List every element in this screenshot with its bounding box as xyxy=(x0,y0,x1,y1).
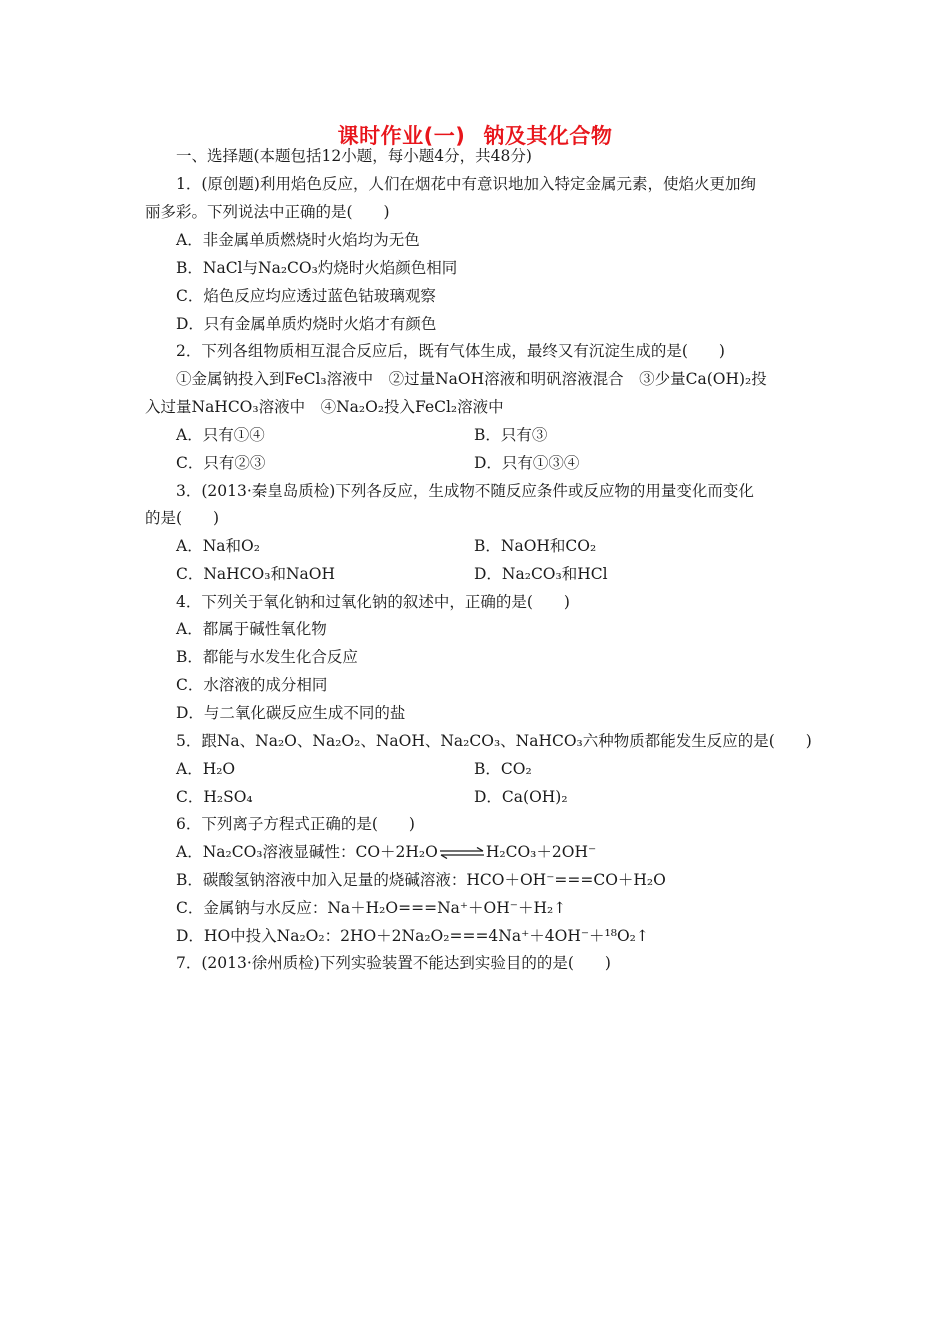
q6-option-a xyxy=(176,842,596,862)
q4-option-b: B．都能与水发生化合反应 xyxy=(176,648,358,666)
q6-option-c: C．金属钠与水反应：Na＋H₂O===Na⁺＋OH⁻＋H₂↑ xyxy=(176,899,567,917)
q2-stem: 2．下列各组物质相互混合反应后，既有气体生成，最终又有沉淀生成的是( ) xyxy=(176,342,725,360)
q1-option-b: B．NaCl与Na₂CO₃灼烧时火焰颜色相同 xyxy=(176,259,458,277)
equilibrium-arrow-icon xyxy=(439,847,485,859)
q6-option-a-right: H₂CO₃＋2OH⁻ xyxy=(485,843,597,861)
title-part1: 课时作业(一) xyxy=(337,124,466,148)
q6-option-a-left: A．Na₂CO₃溶液显碱性：CO＋2H₂O xyxy=(176,843,438,861)
q3-stem-line1: 3．(2013·秦皇岛质检)下列各反应，生成物不随反应条件或反应物的用量变化而变化 xyxy=(176,482,754,500)
q6-option-d: D．HO中投入Na₂O₂：2HO＋2Na₂O₂===4Na⁺＋4OH⁻＋¹⁸O₂↑ xyxy=(176,927,649,945)
q2-option-c: C．只有②③ xyxy=(176,454,266,472)
section-heading: 一、选择题(本题包括12小题，每小题4分，共48分) xyxy=(176,147,532,165)
q1-stem-line2: 丽多彩。下列说法中正确的是( ) xyxy=(145,203,390,221)
q3-option-a: A．Na和O₂ xyxy=(176,537,260,555)
q4-stem: 4．下列关于氧化钠和过氧化钠的叙述中，正确的是( ) xyxy=(176,593,570,611)
q4-option-d: D．与二氧化碳反应生成不同的盐 xyxy=(176,704,406,722)
q7-stem: 7．(2013·徐州质检)下列实验装置不能达到实验目的的是( ) xyxy=(176,954,611,972)
q6-stem: 6．下列离子方程式正确的是( ) xyxy=(176,815,415,833)
q5-option-b: B．CO₂ xyxy=(474,760,532,778)
q5-option-a: A．H₂O xyxy=(176,760,236,778)
q3-option-b: B．NaOH和CO₂ xyxy=(474,537,597,555)
q2-option-a: A．只有①④ xyxy=(176,426,265,444)
q6-option-b: B．碳酸氢钠溶液中加入足量的烧碱溶液：HCO＋OH⁻===CO＋H₂O xyxy=(176,871,666,889)
q3-stem-line2: 的是( ) xyxy=(145,509,220,527)
q5-option-c: C．H₂SO₄ xyxy=(176,788,253,806)
q3-option-d: D．Na₂CO₃和HCl xyxy=(474,565,608,583)
q4-option-c: C．水溶液的成分相同 xyxy=(176,676,328,694)
q5-stem: 5．跟Na、Na₂O、Na₂O₂、NaOH、Na₂CO₃、NaHCO₃六种物质都能发生反应的是( ) xyxy=(176,732,812,750)
q2-option-b: B．只有③ xyxy=(474,426,548,444)
q5-option-d: D．Ca(OH)₂ xyxy=(474,788,568,806)
q2-option-d: D．只有①③④ xyxy=(474,454,580,472)
q1-option-d: D．只有金属单质灼烧时火焰才有颜色 xyxy=(176,315,437,333)
q1-option-a: A．非金属单质燃烧时火焰均为无色 xyxy=(176,231,420,249)
q2-items-line1: ①金属钠投入到FeCl₃溶液中 ②过量NaOH溶液和明矾溶液混合 ③少量Ca(OH)₂投 xyxy=(176,370,767,388)
q1-option-c: C．焰色反应均应透过蓝色钴玻璃观察 xyxy=(176,287,436,305)
q2-items-line2: 入过量NaHCO₃溶液中 ④Na₂O₂投入FeCl₂溶液中 xyxy=(145,398,504,416)
title-part2: 钠及其化合物 xyxy=(483,124,613,148)
q4-option-a: A．都属于碱性氧化物 xyxy=(176,620,327,638)
q1-stem-line1: 1．(原创题)利用焰色反应，人们在烟花中有意识地加入特定金属元素，使焰火更加绚 xyxy=(176,175,756,193)
q3-option-c: C．NaHCO₃和NaOH xyxy=(176,565,335,583)
